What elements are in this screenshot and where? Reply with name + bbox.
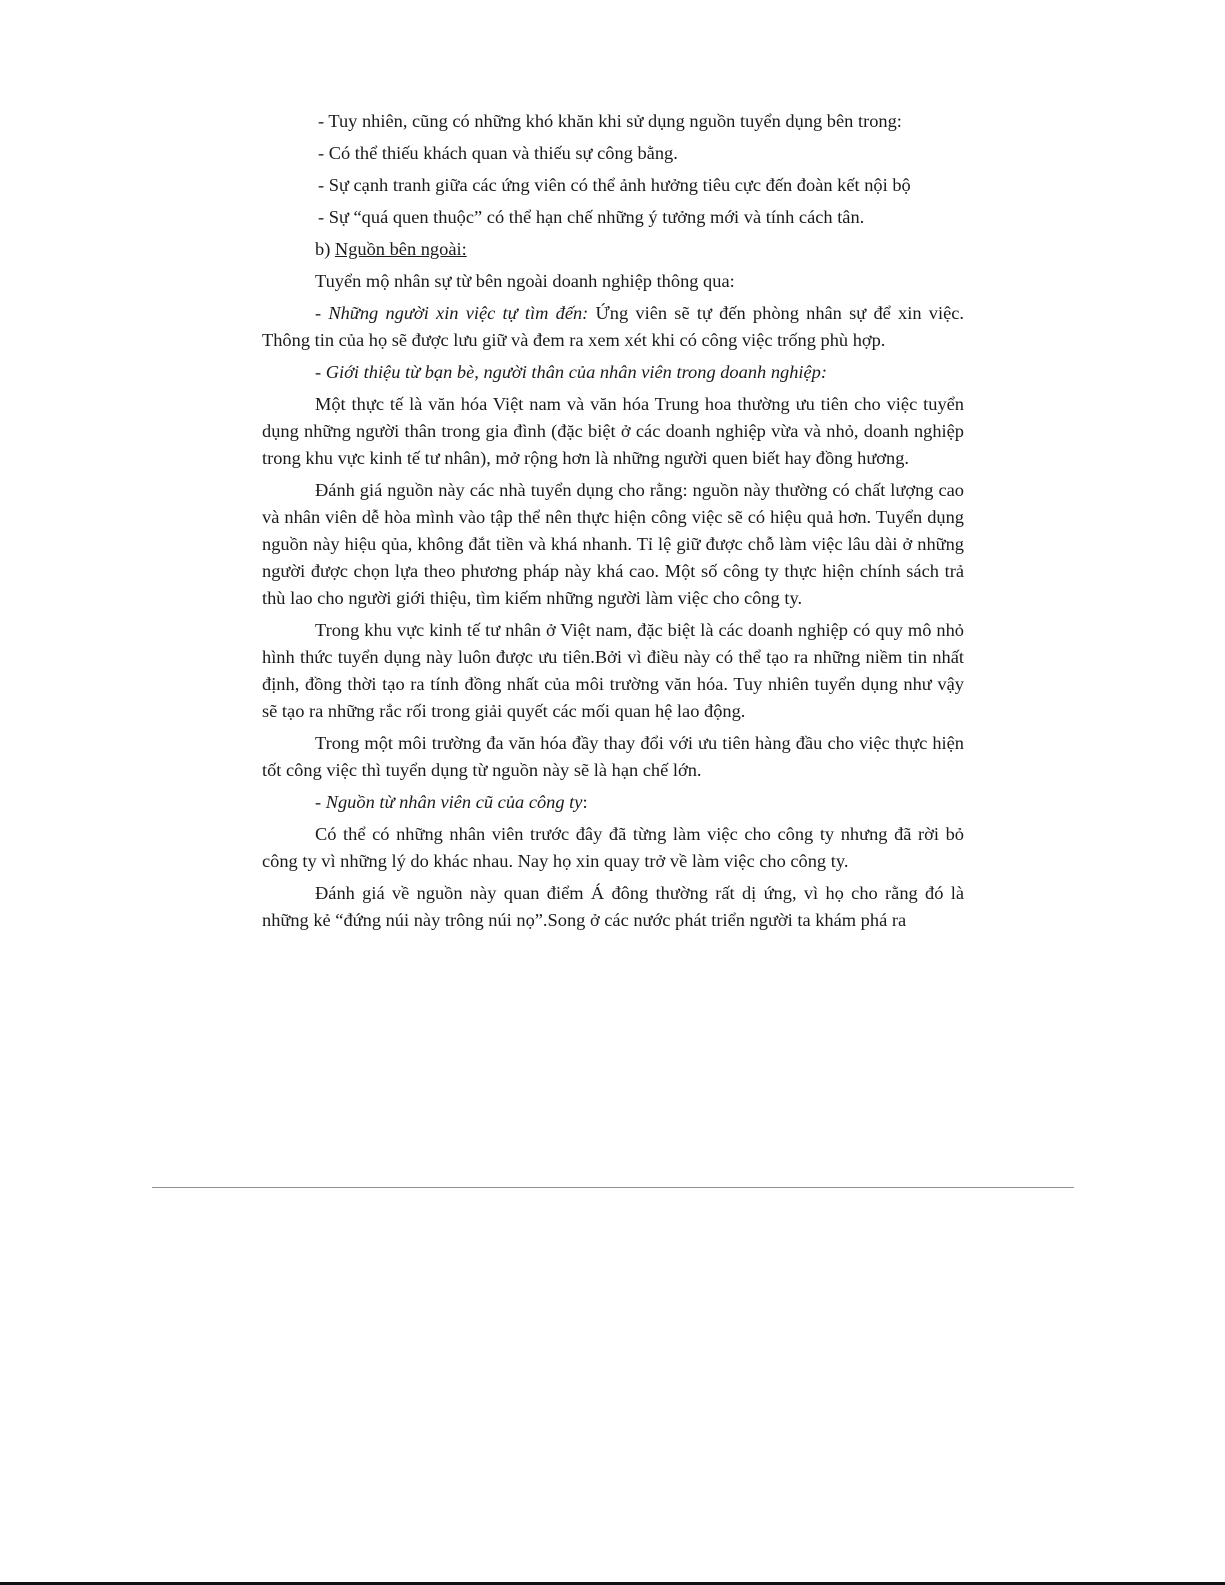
paragraph-external-intro: Tuyển mộ nhân sự từ bên ngoài doanh nghiệp thông qua: (315, 271, 735, 291)
heading-prefix: b) (315, 239, 335, 259)
document-body (262, 108, 964, 939)
paragraph-familiarity: - Sự “quá quen thuộc” có thể hạn chế những ý tưởng mới và tính cách tân. (318, 207, 865, 227)
paragraph-referrals-heading (262, 359, 964, 386)
walk-in-text: Ứng viên sẽ tự đến phòng nhân sự để xin việc. Thông tin của họ sẽ được lưu giữ và đem ra xem xét khi có công việc trống phù hợp. (262, 303, 964, 350)
walk-in-label: - Những người xin việc tự tìm đến: (315, 303, 589, 323)
paragraph-competition: - Sự cạnh tranh giữa các ứng viên có thể ảnh hưởng tiêu cực đến đoàn kết nội bộ (318, 175, 911, 195)
referrals-label: - Giới thiệu từ bạn bè, người thân của nhân viên trong doanh nghiệp: (315, 362, 827, 382)
section-heading-external (262, 236, 964, 263)
paragraph-lack-objectivity: - Có thể thiếu khách quan và thiếu sự công bằng. (318, 143, 678, 163)
paragraph-multicultural: Trong một môi trường đa văn hóa đầy thay đổi với ưu tiên hàng đầu cho việc thực hiện tốt công việc thì tuyển dụng từ nguồn này sẽ là hạn chế lớn. (262, 733, 964, 780)
page-separator-line (152, 1187, 1074, 1188)
paragraph-walk-in-applicants (262, 300, 964, 354)
paragraph-former-employees-heading (262, 789, 964, 816)
paragraph-former-employees: Có thể có những nhân viên trước đây đã từng làm việc cho công ty nhưng đã rời bỏ công ty vì những lý do khác nhau. Nay họ xin quay trở về làm việc cho công ty. (262, 824, 964, 871)
former-employees-colon: : (582, 792, 588, 812)
former-employees-label: - Nguồn từ nhân viên cũ của công ty (315, 792, 583, 812)
paragraph-private-sector: Trong khu vực kinh tế tư nhân ở Việt nam, đặc biệt là các doanh nghiệp có quy mô nhỏ hình thức tuyển dụng này luôn được ưu tiên.Bởi vì điều này có thể tạo ra những niềm tin nhất định, đồng thời tạo ra tính đồng nhất của môi trường văn hóa. Tuy nhiên tuyển dụng như vậy sẽ tạo ra những rắc rối trong giải quyết các mối quan hệ lao động. (262, 620, 964, 721)
paragraph-culture-preference: Một thực tế là văn hóa Việt nam và văn hóa Trung hoa thường ưu tiên cho việc tuyển dụng những người thân trong gia đình (đặc biệt ở các doanh nghiệp vừa và nhỏ, doanh nghiệp trong khu vực kinh tế tư nhân), mở rộng hơn là những người quen biết hay đồng hương. (262, 394, 964, 468)
paragraph-asian-viewpoint: Đánh giá về nguồn này quan điểm Á đông thường rất dị ứng, vì họ cho rằng đó là những kẻ “đứng núi này trông núi nọ”.Song ở các nước phát triển người ta khám phá ra (262, 883, 964, 930)
heading-title: Nguồn bên ngoài: (334, 239, 467, 259)
paragraph-internal-drawbacks: - Tuy nhiên, cũng có những khó khăn khi sử dụng nguồn tuyển dụng bên trong: (318, 111, 902, 131)
paragraph-referral-evaluation: Đánh giá nguồn này các nhà tuyển dụng cho rằng: nguồn này thường có chất lượng cao và nhân viên dễ hòa mình vào tập thể nên thực hiện công việc sẽ có hiệu quả hơn. Tuyển dụng nguồn này hiệu qủa, không đắt tiền và khá nhanh. Tỉ lệ giữ được chỗ làm việc lâu dài ở những người được chọn lựa theo phương pháp này khá cao. Một số công ty thực hiện chính sách trả thù lao cho người giới thiệu, tìm kiếm những người làm việc cho công ty. (262, 480, 964, 608)
